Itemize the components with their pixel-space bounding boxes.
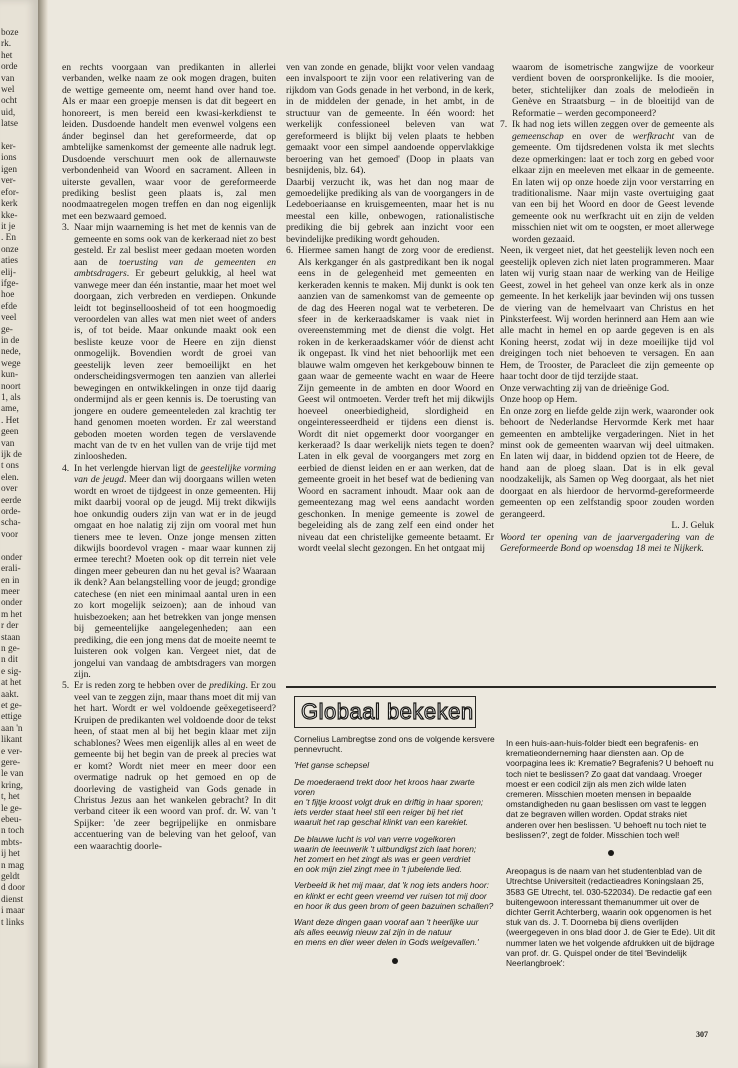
previous-page-edge [0,0,38,1068]
fragment-line: onze [1,244,19,255]
item-text: Naar mijn waarneming is het met de kennis van de gemeente en soms ook van de kerkeraad niet zo best gesteld. Er zal beslist meer gedaan moeten worden aan de [74,222,276,268]
fragment-line: ifge- [1,278,19,289]
fragment-line: uid, [1,107,16,118]
fragment-line: le van [1,769,24,780]
globaal-right-column [506,738,716,974]
poem-stanza: De moederaend trekt door het kroos haar zwarte voren en 't fijtje kroost volgt druk en driftig in haar sporen; iets verder staat heel stil een reiger bij het riet waaruit het rap geschal klinkt van een karekiet. [294,776,484,828]
fragment-line: it je [1,221,16,232]
item-emphasis: prediking [209,680,246,692]
item-emphasis: werfkracht [632,130,675,142]
fragment-line: n dit [1,655,18,666]
fragment-line: dienst [1,894,24,905]
page-number: 307 [696,1030,708,1039]
fragment-line: ver- [1,176,16,187]
paragraph: ven van zonde en genade, blijkt voor velen vandaag een invalspoort te zijn voor een relativering van de rijkdom van Gods genade in het verbond, in de kerk, in de middelen der genade, in het ambt, in de structuur van de gemeente. In één woord: het werkelijk confessioneel beleven van wat gereformeerd is blijkt bij velen plaats te hebben gemaakt voor een simpel aandoende oppervlakkige beroering van het gemoed' (Doop in plaats van besnijdenis, blz. 64). [286,62,494,177]
column-2 [286,62,494,554]
fragment-line: ker- [1,142,16,153]
fragment-line: boze [1,28,19,38]
column-3 [500,62,714,554]
fragment-line: . Het [1,415,20,426]
poem-title: 'Het ganse schepsel [294,760,370,771]
fragment-line: at het [1,678,22,689]
fragment-line: aties [1,256,19,267]
intro: Cornelius Lambregtse zond ons de volgende kersvere pennevrucht. [294,734,495,755]
paragraph: Areopagus is de naam van het studentenblad van de Utrechtse Universiteit (redactieadres Koningslaan 25, 3583 GE Utrecht, tel. 030-522034). De redactie gaf een buitengewoon interessant themanummer uit over de dichter Gerrit Achterberg, waarin ook opgenomen is het stuk van ds. J. T. Doorneba bij diens overlijden (weergegeven in ons blad door J. de Gier te Ede). Uit dit nummer laten we het volgende afdrukken uit de bijdrage van prof. dr. G. Quispel onder de titel 'Bevindelijk Neerlangbroek': [506,866,716,969]
fragment-line: aan 'n [1,723,23,734]
fragment-line: elen. [1,472,19,483]
item-text: . Meer dan wij doorgaans willen weten wordt en wroet de tijdgeest in onze gemeenten. Hij mikt daarbij vooral op de jeugd. Mij trekt dikwijls hoe onkundig ouders zijn van wat er in de jeugd omgaat en hoe nalatig zij zijn om vooral met hun tieners mee te leven. Onze jonge mensen zitten dikwijls boordevol vragen - maar waar kunnen zij ermee terecht? Moeten ook op dit terrein niet vele dingen meer gebeuren dan nu het geval is? Waaraan ik denk? Aan belangstelling voor de jeugd; grondige catechese (en niet een minimaal aantal uren in een zo kort mogelijk seizoen); aan de inhoud van huisbezoeken; aan het betrekken van jonge mensen bij gemeentelijke aangelegenheden; aan een prediking, die een jong mens dat de moeite neemt te luisteren ook volgen kan. Vergeet niet, dat de jongelui van vandaag de ambtsdragers van morgen zijn. [74,474,276,681]
fragment-line: orde [1,62,18,73]
poem-stanza: Want deze dingen gaan vooraf aan 't heerlijke uur als alles eeuwig nieuw zal zijn in de natuur en mens en dier weer delen in Gods welgevallen.' [294,917,479,948]
fragment-line: geldt [1,872,20,883]
bullet-separator [506,848,716,858]
section-divider [286,686,716,688]
fragment-line: . En [1,233,16,244]
poem-stanza: De blauwe lucht is vol van verre vogelkoren waarin de leeuwerik 't uitbundigst zich laat horen; het zomert en het zingt als was er geen verdriet en ook mijn ziel zingt mee in 't jubelende lied. [294,833,477,875]
numbered-item-7 [500,119,714,245]
item-number: 7. [500,119,508,131]
fragment-line: geen [1,427,19,438]
fragment-line: e ver- [1,746,23,757]
numbered-item-4 [62,463,276,681]
fragment-line: veel [1,313,17,324]
fragment-line: hoe [1,290,15,301]
fragment-line: efde [1,301,17,312]
paragraph: Daarbij verzucht ik, was het dan nog maar de gemoedelijke prediking als van de voorgangers in de Ledeboeriaanse en kruisgemeenten, maar het is nu meestal een kille, onbewogen, rationalistische prediking die bij gebrek aan inzicht voor een bevindelijke prediking wordt gehouden. [286,176,494,245]
fragment-line: orde- [1,507,21,518]
fragment-line: t ons [1,461,19,472]
fragment-line: n mag [1,860,24,871]
fragment-line: e sig- [1,666,22,677]
item-emphasis: geestelijke vorming van de jeugd [74,462,276,486]
book-gutter [38,0,48,1068]
fragment-line: van [1,438,15,449]
bullet-separator [294,956,496,966]
fragment-line: staan [1,632,21,643]
item-emphasis: toerusting van de gemeenten en ambtsdragers [74,256,276,280]
fragment-line: onder [1,552,23,563]
globaal-left-column [294,734,496,974]
fragment-line: ijk de [1,450,22,461]
fragment-line [1,131,38,142]
fragment-line: efor- [1,187,19,198]
item-text: Ik had nog iets willen zeggen over de gemeente als [512,119,714,131]
numbered-item-5 [62,680,276,852]
footer-note: Woord ter opening van de jaarvergadering van de Gereformeerde Bond op woensdag 18 mei te Nijkerk. [500,531,714,555]
item-number: 4. [62,462,70,474]
paragraph: In een huis-aan-huis-folder biedt een begrafenis- en krematieonderneming haar diensten aan. Op de voorpagina lees ik: Krematie? Begrafenis? U behoeft nu toch niet te beslissen? Zo gaat dat vandaag. Vroeger moest er een codicil zijn als men zich wilde laten cremeren. Misschien moeten mensen in bepaalde omstandigheden nu gaan beslissen om vast te leggen dat ze begraven willen worden. Opdat straks niet anderen over hen beslissen. 'U behoeft nu toch niet te beslissen?', zegt de folder. Misschien toch wel! [506,738,714,840]
item-emphasis: gemeenschap [512,130,564,142]
fragment-line: t, het [1,792,20,803]
paragraph: En onze zorg en liefde gelde zijn werk, waaronder ook behoort de Nederlandse Hervormde Kerk met haar gemeenten en ambtelijke vergaderingen. Niet in het minst ook de gemeenten waarvan wij deel uitmaken. En laten wij daar, in biddend opzien tot de Heere, de hand aan de ploeg slaan. Dat is in elk geval noodzakelijk, als Samen op Weg doorgaat, als het niet doorgaat en als hierdoor de hervormd-gereformeerde gemeenten op een zelfstandig spoor zouden worden gerangeerd. [500,405,714,520]
item-text: In het verlengde hiervan ligt de [74,462,201,474]
fragment-line: en in [1,575,20,586]
fragment-line: ame, [1,404,19,415]
fragment-line: onder [1,598,23,609]
fragment-line: 1, als [1,393,21,403]
fragment-line: et ge- [1,700,22,711]
fragment-line [1,541,38,552]
item-text: . Er zou veel van te zeggen zijn, maar thans moet dit mij van het hart. Wordt er wel voldoende geëxegetiseerd? Kruipen de predikanten wel voldoende door de tekst heen, of staat men al bij het begin klaar met zijn schablones? Wees men eigenlijk alles al en weet de gemeente bij het begin van de preek al precies wat er komt? Wordt niet meer en meer door een overmatige nadruk op het gemoed en op de doorleving de vastigheid van Gods genade in Christus Jezus aan het wankelen gebracht? In dit verband citeer ik een woord van prof. dr. W. van 't Spijker: 'de zeer begrijpelijke en onmisbare accentuering van de beleving van het geloof, van een waarachtig doorle- [74,680,276,852]
fragment-line: van [1,73,15,84]
fragment-line: ij het [1,849,20,860]
numbered-item-6 [286,245,494,554]
fragment-line: wel [1,85,15,96]
fragment-line: le ge- [1,803,22,814]
section-title: Globaal bekeken [301,699,474,724]
fragment-line: t links [1,917,24,928]
fragment-line: kerk [1,199,18,210]
paragraph: Onze verwachting zij van de drieënige God. [500,382,670,394]
fragment-line: kring, [1,780,23,791]
fragment-line: meer [1,586,20,597]
fragment-line: ge- [1,324,13,335]
globaal-bekeken-banner [294,696,476,728]
fragment-line: eerde [1,495,22,506]
fragment-line: ebeu- [1,815,22,826]
fragment-line: in de [1,335,20,346]
fragment-line: mbts- [1,837,23,848]
numbered-item-3 [62,222,276,463]
fragment-line: voor [1,529,19,540]
previous-page-fragments [0,0,38,929]
fragment-line: nede, [1,347,21,358]
paragraph: waarom de isometrische zangwijze de voorkeur verdient boven de oorspronkelijke. Is die mooier, beter, stichtelijker dan zoals de melodieën in Genève en Straatsburg – in de bloeitijd van de Reformatie – werden gecomponeerd? [512,62,714,119]
fragment-line: over [1,484,18,495]
fragment-line: elij- [1,267,16,278]
fragment-line: wege [1,358,21,369]
fragment-line: ocht [1,96,18,107]
fragment-line: aakt. [1,689,19,700]
fragment-line: gere- [1,758,21,768]
item-number: 3. [62,222,70,234]
column-1 [62,62,276,852]
fragment-line: i maar [1,906,25,917]
fragment-line: kke- [1,210,18,221]
paragraph: en rechts voorgaan van predikanten in allerlei verbanden, welke naam ze ook mogen dragen, buiten de wettige gemeente om, neemt hand over hand toe. Als er maar een groepje mensen is dat dit begeert en honoreert, is men bereid een kwasi-kerkdienst te leiden. Dusdoende handelt men evenwel volgens een ánder beginsel dan het gereformeerde, dat op ambtelijke samenkomst der gemeente alle nadruk legt. Dusdoende verschuurt men ook de allernauwste verbondenheid van Woord en sacrament. Alleen in uiterste gevallen, waar voor de gereformeerde prediking beslist geen plaats is, zal men noodmaatregelen mogen treffen en dan nog eigenlijk met een bezwaard gemoed. [62,62,276,222]
fragment-line: igen [1,164,18,175]
fragment-line: n ge- [1,643,20,654]
fragment-line: ettige [1,712,22,723]
fragment-line: rk. [1,39,12,50]
fragment-line: erali- [1,564,21,575]
item-text: . Er gebeurt gelukkig, al heel wat vanwege meer dan één instantie, maar het moet wel doorgaan, zich verbreden en verdiepen. Onkunde leidt tot beginselloosheid of tot een hoogmoedig veroordelen van alles wat men niet weet of anders is, of tot beide. Maar onkunde maakt ook een besliste keuze voor de Heere en zijn dienst onmogelijk. Bovendien wordt de groei van geestelijk leven zeer bemoeilijkt en het onderscheidingsvermogen ten aanzien van allerlei bewegingen en ontwikkelingen in onze tijd daarig ondermijnd als er geen kennis is. De toerusting van jongere en oudere gemeenteleden zal krachtig ter hand genomen moeten worden. Er zal weerstand geboden moeten worden tegen de verslavende macht van de tv en het vullen van de vrije tijd met zinloosheden. [74,268,276,463]
paragraph: Neen, ik vergeet niet, dat het geestelijk leven noch een geestelijk opleven zich niet laten programmeren. Maar laten wij vurig staan naar de werking van de Heilige Geest, zowel in het geheel van onze kerk als in onze gemeente. In het kerkelijk jaar bevinden wij ons tussen de viering van de hemelvaart van Christus en het Pinksterfeest. Wij worden herinnerd aan Hem aan wie alle macht in hemel en op aarde gegeven is en als Koning heerst, zodat wij in deze moeilijke tijd vol dreigingen toch niet behoeven te versagen. En aan Hem, de Trooster, de Paracleet die zijn gemeente op haar tocht door de tijd terzijde staat. [500,245,714,383]
item-text: van de gemeente. Om tijdsredenen volsta ik met slechts deze opmerkingen: laat er toch zorg en gebed voor elkaar zijn en meeleven met elkaar in de gemeente. En laten wij op onze hoede zijn voor verstarring en traditionalisme. Naar mijn vaste overtuiging gaat van een bij het Woord en door de Geest levende gemeente ook nu werfkracht uit en zijn de velden misschien niet wit om te oogsten, er moet allerwege worden gezaaid. [512,130,714,245]
item-number: 6. [286,245,294,257]
paragraph: Onze hoop op Hem. [500,394,578,406]
item-number: 5. [62,680,70,692]
fragment-line: latse [1,119,19,130]
fragment-line: het [1,50,13,61]
fragment-line: n toch [1,826,24,837]
author-signature: L. J. Geluk [671,520,714,532]
poem-stanza: Verbeeld ik het mij maar, dat 'k nog iets anders hoor: en klinkt er echt geen vreemd ver ruisen tot mij door en hoor ik dus geen brom of geen bazuinen schallen? [294,880,494,911]
item-text: en over de [563,130,633,142]
item-text: Er is reden zorg te hebben over de [74,680,210,692]
fragment-line: ions [1,153,17,164]
fragment-line: d door [1,883,26,894]
fragment-line: kun- [1,370,19,381]
fragment-line: noort [1,381,21,392]
fragment-line: r der [1,621,19,632]
fragment-line: scha- [1,518,21,529]
fragment-line: likant [1,735,23,746]
fragment-line: m het [1,609,22,620]
item-text: Hiermee samen hangt de zorg voor de eredienst. Als kerkganger én als gastpredikant ben ik nogal eens in de gelegenheid met gemeenten en kerkeraden kennis te maken. Mij dunkt is ook ten aanzien van de samenkomst van de gemeente op de dag des Heeren nogal wat te verbeteren. De sfeer in de kerkeraadskamer is vaak niet in overeenstemming met de dienst die volgt. Het roken in de kerkeraadskamer vóór de dienst acht ik ongepast. Ik vind het niet behoorlijk met een blauwe walm omgeven het kerkgebouw binnen te gaan waar de gemeente wacht en waar de Heere Zijn gemeente in de ambten en door Woord en Geest wil ontmoeten. Verder treft het mij dikwijls hoeveel oneerbiedigheid, slordigheid en ongeinteresseerdheid er tijdens een dienst is. Wordt dit niet opgemerkt door voorganger en kerkeraad? Is daar werkelijk niets tegen te doen? Laten in elk geval de voorgangers met zorg en eerbied de dienst leiden en er aan werken, dat de gemeente groeit in het besef wat de bediening van Woord en sacrament inhoudt. Maar ook aan de gemeentezang mag wel eens aandacht worden geschonken. In menige gemeente is zowel de begeleiding als de zang zelf een eind onder het niveau dat een christelijke gemeente betaamt. Er wordt veelal slecht gezongen. En het ontgaat mij [298,245,494,555]
